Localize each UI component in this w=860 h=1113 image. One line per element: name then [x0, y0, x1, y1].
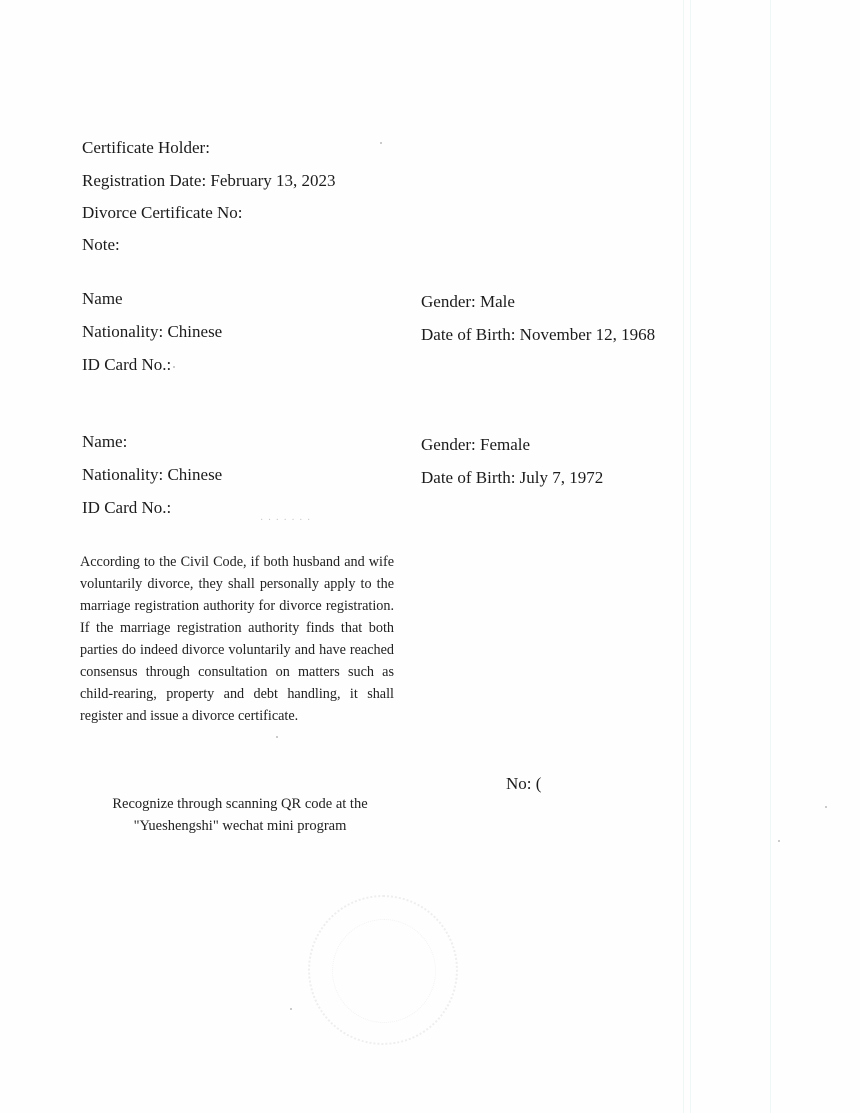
note-label: Note:	[82, 235, 120, 254]
civil-code-paragraph: According to the Civil Code, if both husband and wife voluntarily divorce, they shall personally apply to the marriage registration authority for divorce registration. If the marriage registration authority finds that both parties do indeed divorce voluntarily and have reached consensus through consultation on matters such as child-rearing, property and debt handling, it shall register and issue a divorce certificate.	[80, 554, 394, 724]
scan-speck	[825, 806, 827, 808]
qr-code-note	[90, 793, 390, 837]
scan-speck	[778, 840, 780, 842]
person2-date-of-birth: Date of Birth: July 7, 1972	[421, 468, 604, 487]
qr-note-line-2: "Yueshengshi" wechat mini program	[133, 818, 347, 834]
scan-speck	[173, 366, 175, 368]
person1-date-of-birth: Date of Birth: November 12, 1968	[421, 325, 656, 344]
scan-speck	[276, 736, 278, 738]
person1-name-label: Name	[82, 289, 123, 308]
scan-artifact-line	[683, 0, 684, 1113]
redacted-id-dots: · · · · · · ·	[260, 515, 312, 526]
scan-artifact-line	[690, 0, 691, 1113]
person2-nationality: Nationality: Chinese	[82, 465, 223, 484]
certificate-number-label: No: (	[506, 774, 542, 793]
certificate-holder-label: Certificate Holder:	[82, 138, 210, 157]
person2-gender: Gender: Female	[421, 435, 531, 454]
person1-gender: Gender: Male	[421, 292, 515, 311]
faint-seal-icon	[308, 895, 458, 1045]
person1-id-card-label: ID Card No.:	[82, 355, 172, 374]
scan-speck	[290, 1008, 292, 1010]
qr-note-line-1: Recognize through scanning QR code at the	[112, 796, 368, 812]
person2-name-label: Name:	[82, 432, 128, 451]
person2-id-card-label: ID Card No.:	[82, 498, 172, 517]
divorce-certificate-no-label: Divorce Certificate No:	[82, 203, 243, 222]
registration-date: Registration Date: February 13, 2023	[82, 171, 336, 190]
seal-inner-ring	[332, 919, 436, 1023]
scan-speck	[380, 142, 382, 144]
scan-artifact-line	[770, 0, 771, 1113]
person1-nationality: Nationality: Chinese	[82, 322, 223, 341]
